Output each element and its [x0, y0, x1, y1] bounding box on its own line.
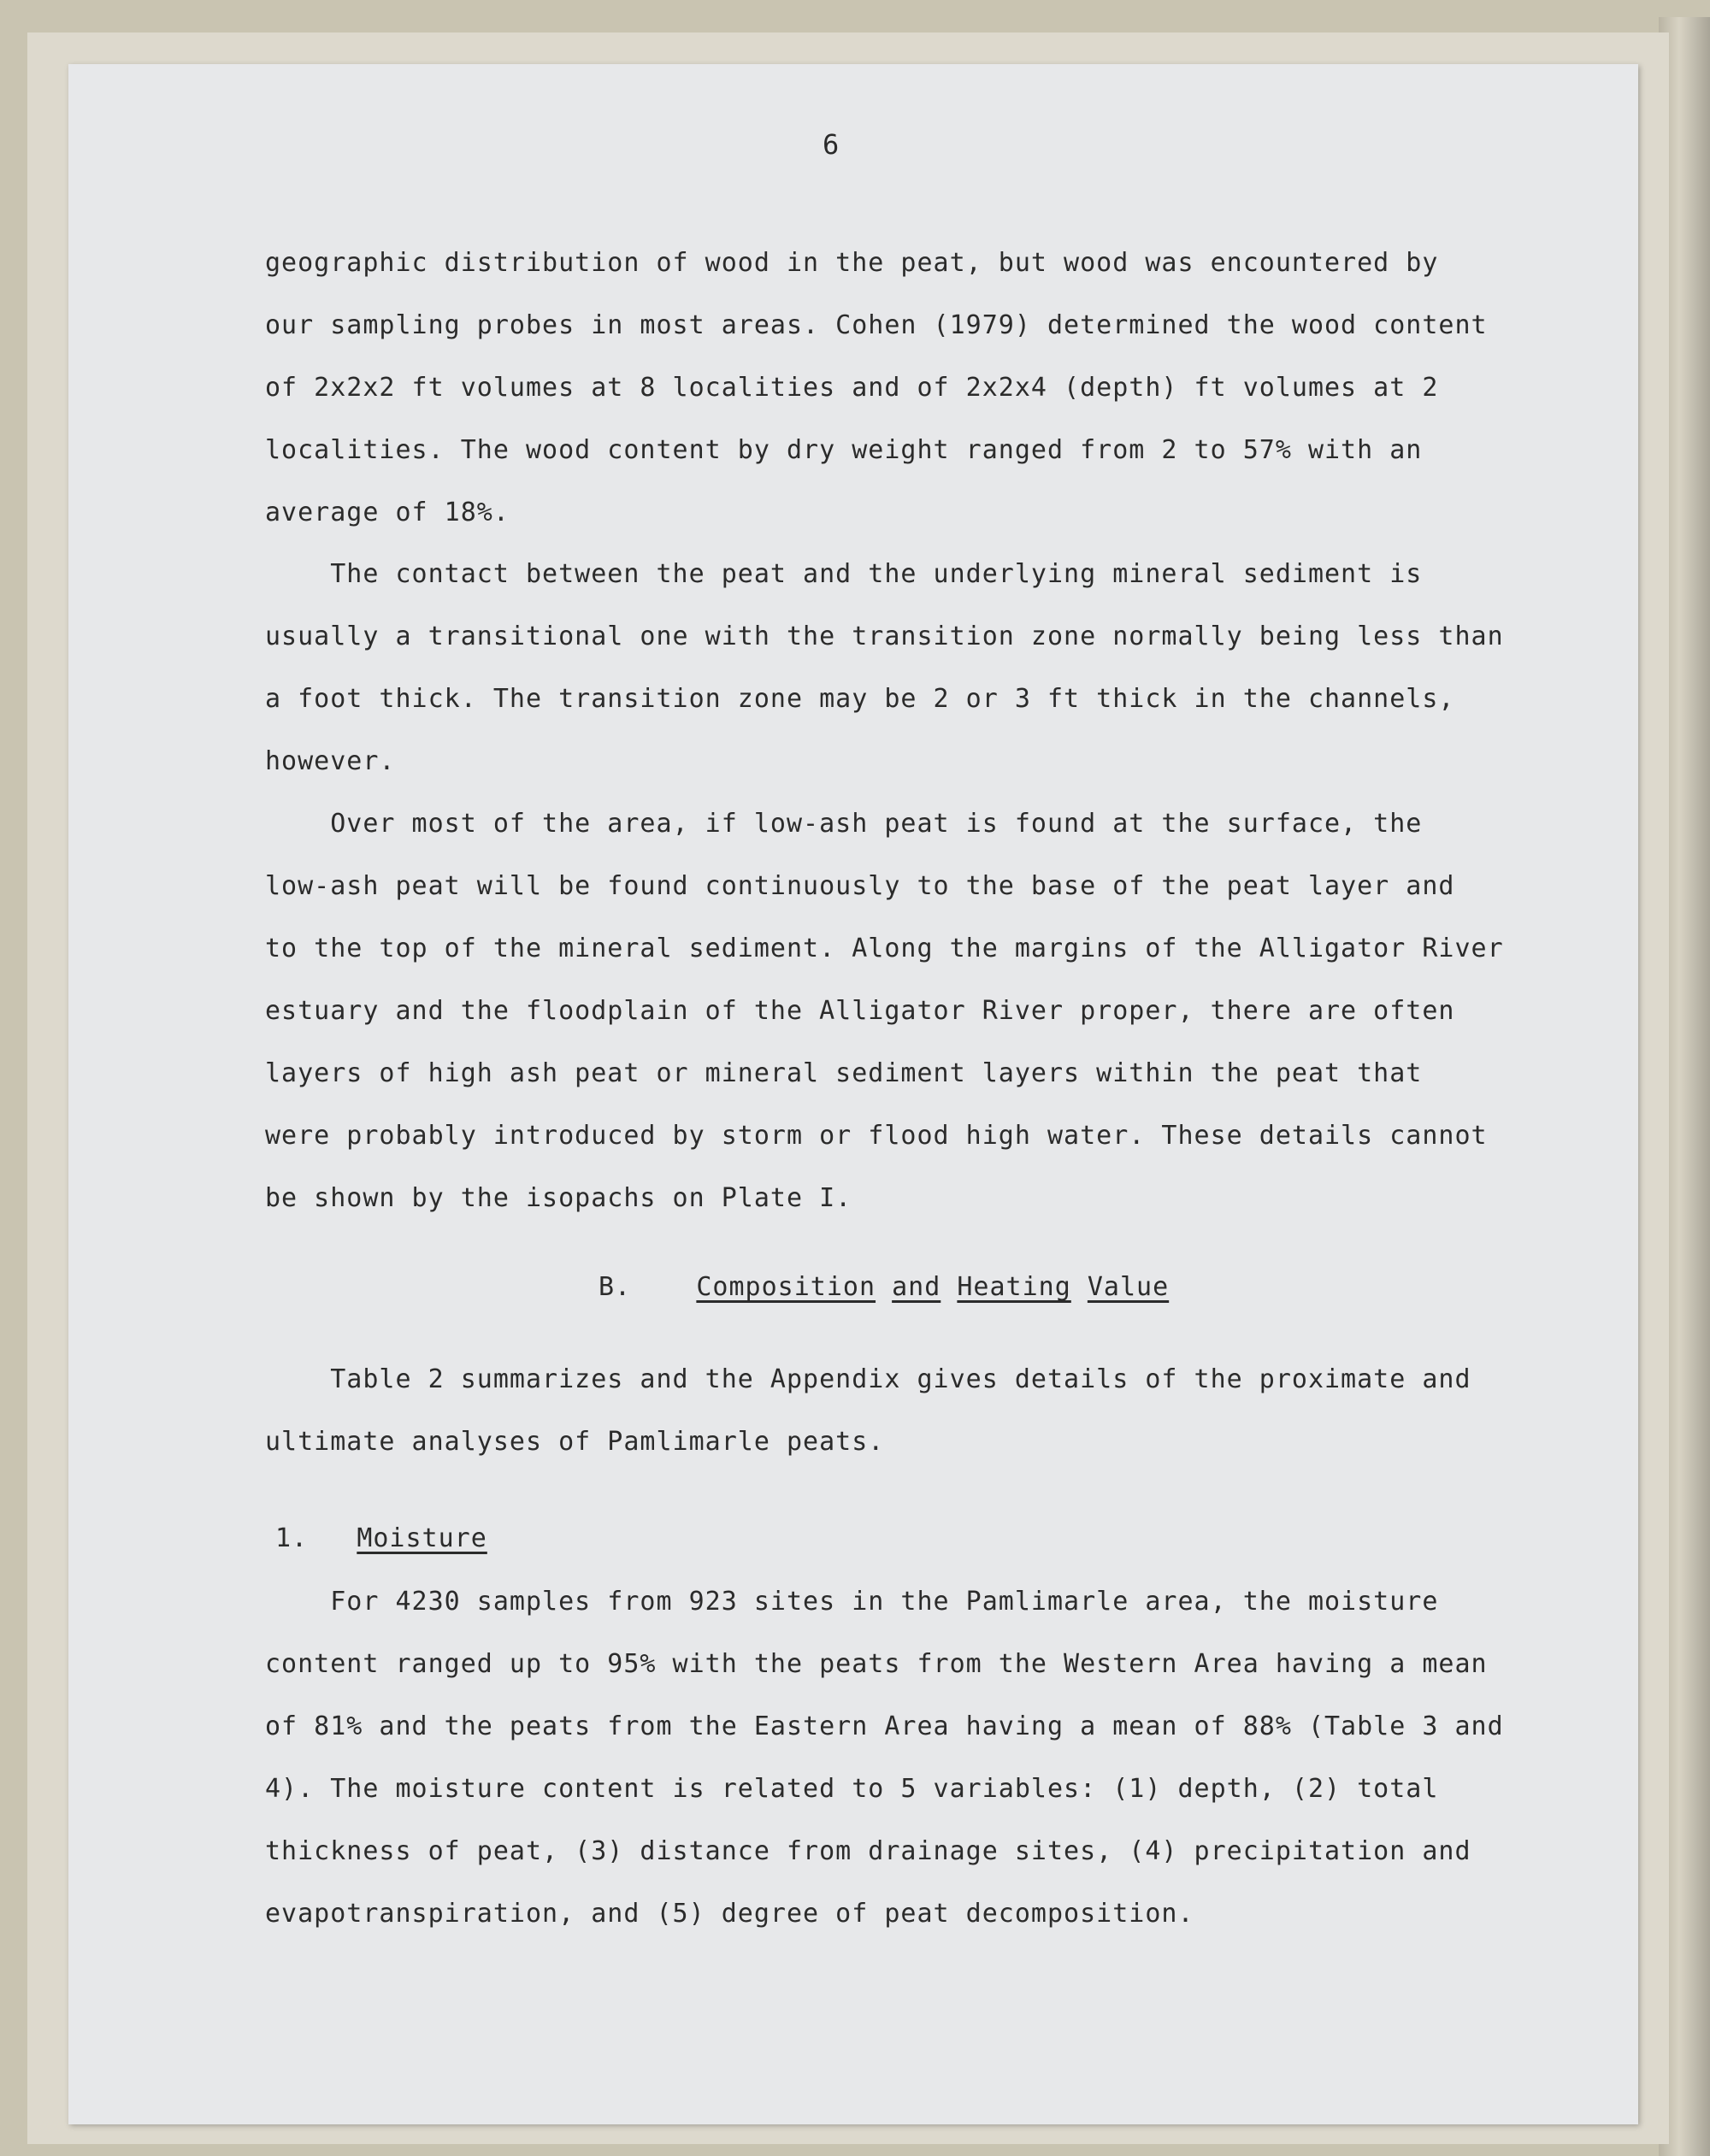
sub-heading-number: 1.	[275, 1523, 309, 1553]
paragraph-4-line-2: ultimate analyses of Pamlimarle peats.	[265, 1427, 885, 1457]
section-heading-word: Value	[1087, 1272, 1170, 1302]
paragraph-1-line-3: of 2x2x2 ft volumes at 8 localities and of 2x2x4 (depth) ft volumes at 2	[265, 373, 1439, 403]
paragraph-1-line-5: average of 18%.	[265, 498, 510, 527]
paragraph-1-line-1: geographic distribution of wood in the peat, but wood was encountered by	[265, 248, 1439, 278]
section-heading	[598, 1272, 1169, 1302]
section-heading-prefix: B.	[598, 1272, 632, 1302]
paragraph-3-line-7: be shown by the isopachs on Plate I.	[265, 1183, 852, 1213]
paragraph-4-line-1: Table 2 summarizes and the Appendix gives details of the proximate and	[265, 1364, 1471, 1394]
paragraph-3-line-1: Over most of the area, if low-ash peat is found at the surface, the	[265, 809, 1423, 839]
paragraph-3-line-5: layers of high ash peat or mineral sediment layers within the peat that	[265, 1058, 1423, 1088]
paragraph-5-line-4: 4). The moisture content is related to 5 variables: (1) depth, (2) total	[265, 1774, 1439, 1804]
paragraph-3-line-6: were probably introduced by storm or flood high water. These details cannot	[265, 1121, 1488, 1151]
paragraph-5-line-2: content ranged up to 95% with the peats from the Western Area having a mean	[265, 1649, 1488, 1679]
page-number: 6	[823, 128, 840, 161]
paragraph-3-line-4: estuary and the floodplain of the Alligator River proper, there are often	[265, 996, 1455, 1026]
paragraph-5-line-1: For 4230 samples from 923 sites in the Pamlimarle area, the moisture	[265, 1587, 1439, 1617]
section-heading-word: and	[892, 1272, 941, 1302]
paragraph-2-line-1: The contact between the peat and the underlying mineral sediment is	[265, 559, 1423, 589]
paragraph-3-line-2: low-ash peat will be found continuously to the base of the peat layer and	[265, 871, 1455, 901]
paragraph-2-line-2: usually a transitional one with the transition zone normally being less than	[265, 621, 1504, 651]
sub-heading	[275, 1523, 487, 1553]
paragraph-1-line-4: localities. The wood content by dry weight ranged from 2 to 57% with an	[265, 435, 1423, 465]
paragraph-2-line-3: a foot thick. The transition zone may be 2 or 3 ft thick in the channels,	[265, 684, 1455, 714]
paragraph-2-line-4: however.	[265, 746, 396, 776]
paragraph-5-line-6: evapotranspiration, and (5) degree of peat decomposition.	[265, 1899, 1194, 1929]
paragraph-5-line-3: of 81% and the peats from the Eastern Area having a mean of 88% (Table 3 and	[265, 1711, 1504, 1741]
section-heading-word: Composition	[696, 1272, 876, 1302]
section-heading-word: Heating	[957, 1272, 1071, 1302]
paragraph-5-line-5: thickness of peat, (3) distance from drainage sites, (4) precipitation and	[265, 1836, 1471, 1866]
paragraph-3-line-3: to the top of the mineral sediment. Along the margins of the Alligator River	[265, 934, 1504, 963]
sub-heading-title: Moisture	[357, 1523, 487, 1553]
paragraph-1-line-2: our sampling probes in most areas. Cohen (1979) determined the wood content	[265, 310, 1488, 340]
